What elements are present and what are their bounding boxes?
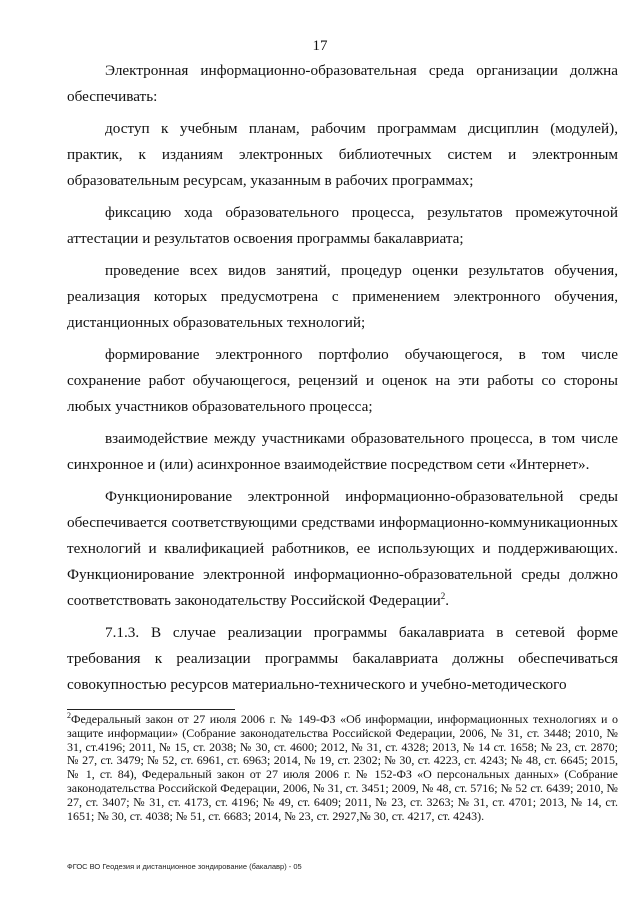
paragraph-access: доступ к учебным планам, рабочим программам дисциплин (модулей), практик, к изданиям электронных библиотечных систем и электронным образовательным ресурсам, указанным в рабочих программах; xyxy=(67,120,618,189)
page-number: 17 xyxy=(312,38,328,54)
paragraph-functioning-text: Функционирование электронной информационно-образовательной среды обеспечивается соответствующими средствами информационно-коммуникационных технологий и квалификацией работников, ее использующих и поддерживающих. Функционирование электронной информационно-образовательной среды должно соответствовать законодательству Российской Федерации xyxy=(67,488,618,609)
paragraph-recording: фиксацию хода образовательного процесса, результатов промежуточной аттестации и результатов освоения программы бакалавриата; xyxy=(67,204,618,247)
footnote-divider xyxy=(67,709,235,710)
footnote-marker: 2 xyxy=(67,711,71,720)
paragraph-7-1-3: 7.1.3. В случае реализации программы бакалавриата в сетевой форме требования к реализации программы бакалавриата должны обеспечиваться совокупностью ресурсов материально-технического и учебно-методического xyxy=(67,624,618,693)
running-footer: ФГОС ВО Геодезия и дистанционное зондирование (бакалавр) - 05 xyxy=(67,862,302,871)
main-text xyxy=(67,58,618,698)
paragraph-intro: Электронная информационно-образовательная среда организации должна обеспечивать: xyxy=(67,62,618,105)
footnote-reference: 2 xyxy=(440,591,446,601)
paragraph-classes: проведение всех видов занятий, процедур оценки результатов обучения, реализация которых предусмотрена с применением электронного обучения, дистанционных образовательных технологий; xyxy=(67,262,618,331)
paragraph-interaction: взаимодействие между участниками образовательного процесса, в том числе синхронное и (или) асинхронное взаимодействие посредством сети «Интернет». xyxy=(67,430,618,473)
paragraph-portfolio: формирование электронного портфолио обучающегося, в том числе сохранение работ обучающегося, рецензий и оценок на эти работы со стороны любых участников образовательного процесса; xyxy=(67,346,618,415)
footnote xyxy=(67,713,618,823)
paragraph-functioning: Функционирование электронной информационно-образовательной среды обеспечивается соответствующими средствами информационно-коммуникационных технологий и квалификацией работников, ее использующих и поддерживающих. Функционирование электронной информационно-образовательной среды должно соответствовать законодательству Российской Федерации$^2$. xyxy=(67,488,618,609)
footnote-text: Федеральный закон от 27 июля 2006 г. № 149-ФЗ «Об информации, информационных технологиях и о защите информации» (Собрание законодательства Российской Федерации, 2006, № 31, ст. 3448; 2010, № 31, ст.4196; 2011, № 15, ст. 2038; № 30, ст. 4600; 2012, № 31, ст. 4328; 2013, № 14 ст. 1658; № 23, ст. 2870; № 27, ст. 3479; № 52, ст. 6961, ст. 6963; 2014, № 19, ст. 2302; № 30, ст. 4223, ст. 4243; № 48, ст. 6645; 2015, № 1, ст. 84), Федеральный закон от 27 июля 2006 г. № 152-ФЗ «О персональных данных» (Собрание законодательства Российской Федерации, 2006, № 31, ст. 3451; 2009, № 48, ст. 5716; № 52 ст. 6439; 2010, № 27, ст. 3407; № 31, ст. 4173, ст. 4196; № 49, ст. 6409; 2011, № 23, ст. 3263; № 31, ст. 4701; 2013, № 14, ст. 1651; № 30, ст. 4038; № 51, ст. 6683; 2014, № 23, ст. 2927,№ 30, ст. 4217, ст. 4243). xyxy=(67,712,618,823)
